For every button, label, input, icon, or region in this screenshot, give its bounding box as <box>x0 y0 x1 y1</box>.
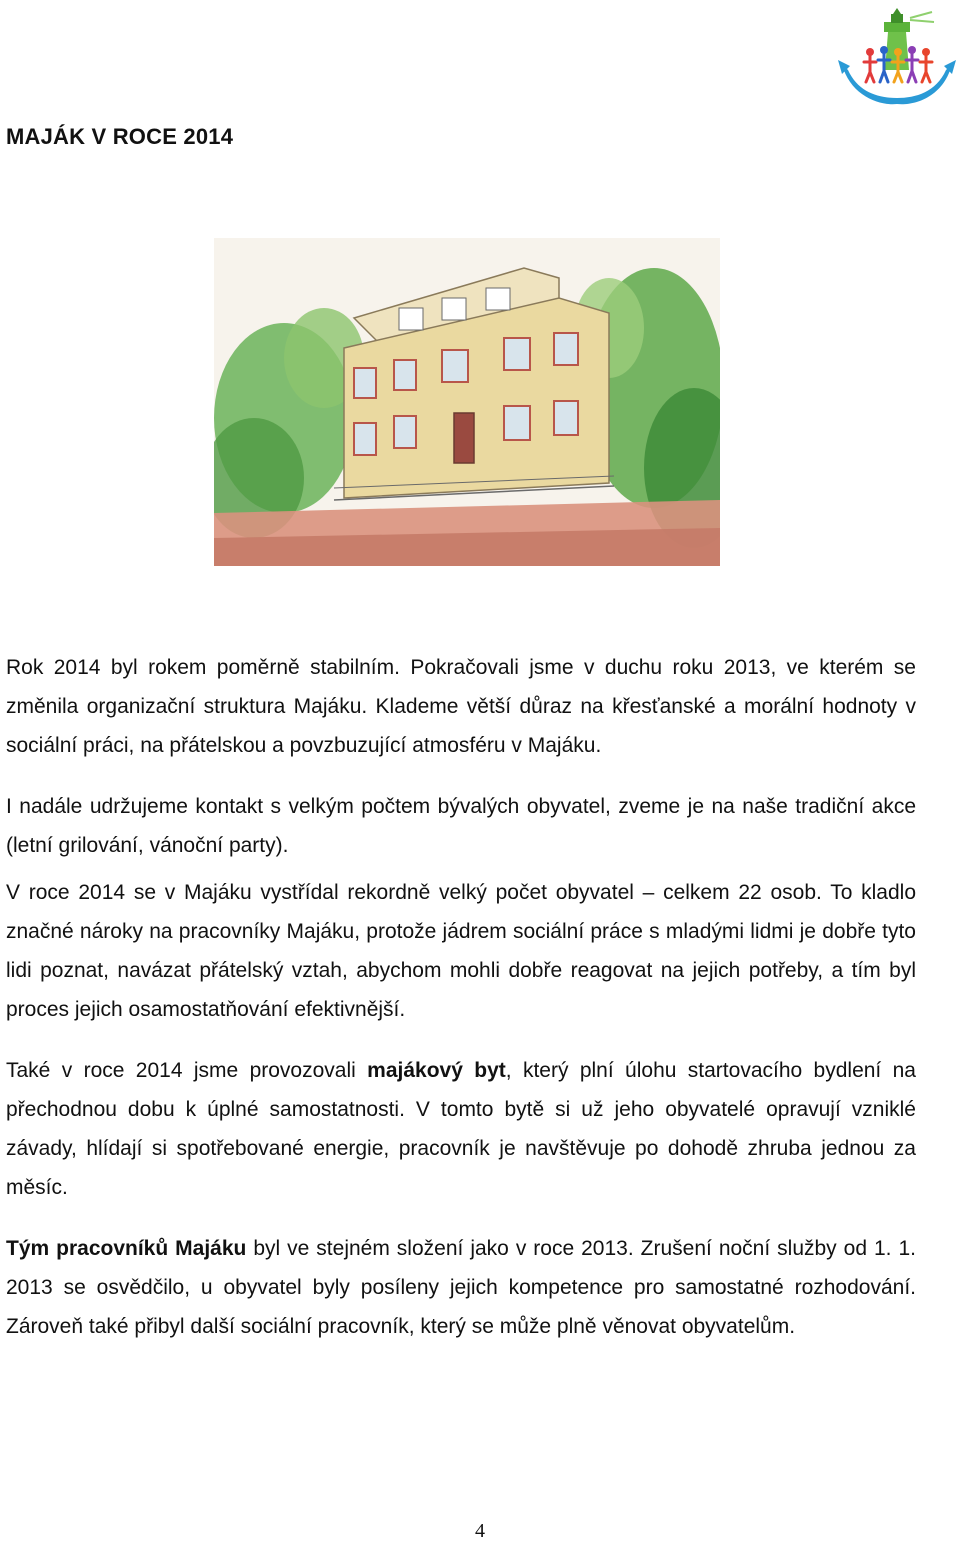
page-title: MAJÁK V ROCE 2014 <box>6 124 234 149</box>
house-watercolor-illustration <box>214 238 720 566</box>
paragraph-residents: V roce 2014 se v Majáku vystřídal rekordně velký počet obyvatel – celkem 22 osob. To kladlo značné nároky na pracovníky Majáku, protože jádrem sociální práce s mladými lidmi je dobře tyto lidi poznat, navázat přátelský vztah, abychom mohli dobře reagovat na jejich potřeby, a tím byl proces jejich osamostatňování efektivnější. <box>6 881 916 1021</box>
paragraph-apartment-bold: majákový byt <box>367 1059 506 1082</box>
paragraph-team-after: byl ve stejném složení jako v roce 2013. Zrušení noční služby od 1. 1. 2013 se osvědčilo, u obyvatel byly posíleny jejich kompetence pro samostatné rozhodování. Zároveň také přibyl další sociální pracovník, který se může plně věnovat obyvatelům. <box>6 1237 916 1338</box>
paragraph-apartment <box>6 1051 916 1207</box>
paragraph-contacts: I nadále udržujeme kontakt s velkým počtem bývalých obyvatel, zveme je na naše tradiční akce (letní grilování, vánoční party). <box>6 795 916 857</box>
page-number: 4 <box>475 1520 485 1542</box>
paragraph-team <box>6 1229 916 1346</box>
lighthouse-children-logo-icon <box>836 8 958 108</box>
document-body <box>6 648 916 1368</box>
paragraph-apartment-before: Také v roce 2014 jsme provozovali <box>6 1059 368 1082</box>
paragraph-team-bold: Tým pracovníků Majáku <box>6 1237 247 1260</box>
paragraph-intro: Rok 2014 byl rokem poměrně stabilním. Pokračovali jsme v duchu roku 2013, ve kterém se změnila organizační struktura Majáku. Klademe větší důraz na křesťanské a morální hodnoty v sociální práci, na přátelskou a povzbuzující atmosféru v Majáku. <box>6 656 916 757</box>
paragraph-apartment-after: , který plní úlohu startovacího bydlení na přechodnou dobu k úplné samostatnosti. V tomto bytě si už jeho obyvatelé opravují vzniklé závady, hlídají si spotřebované energie, pracovník je navštěvuje po dohodě zhruba jednou za měsíc. <box>6 1059 916 1199</box>
